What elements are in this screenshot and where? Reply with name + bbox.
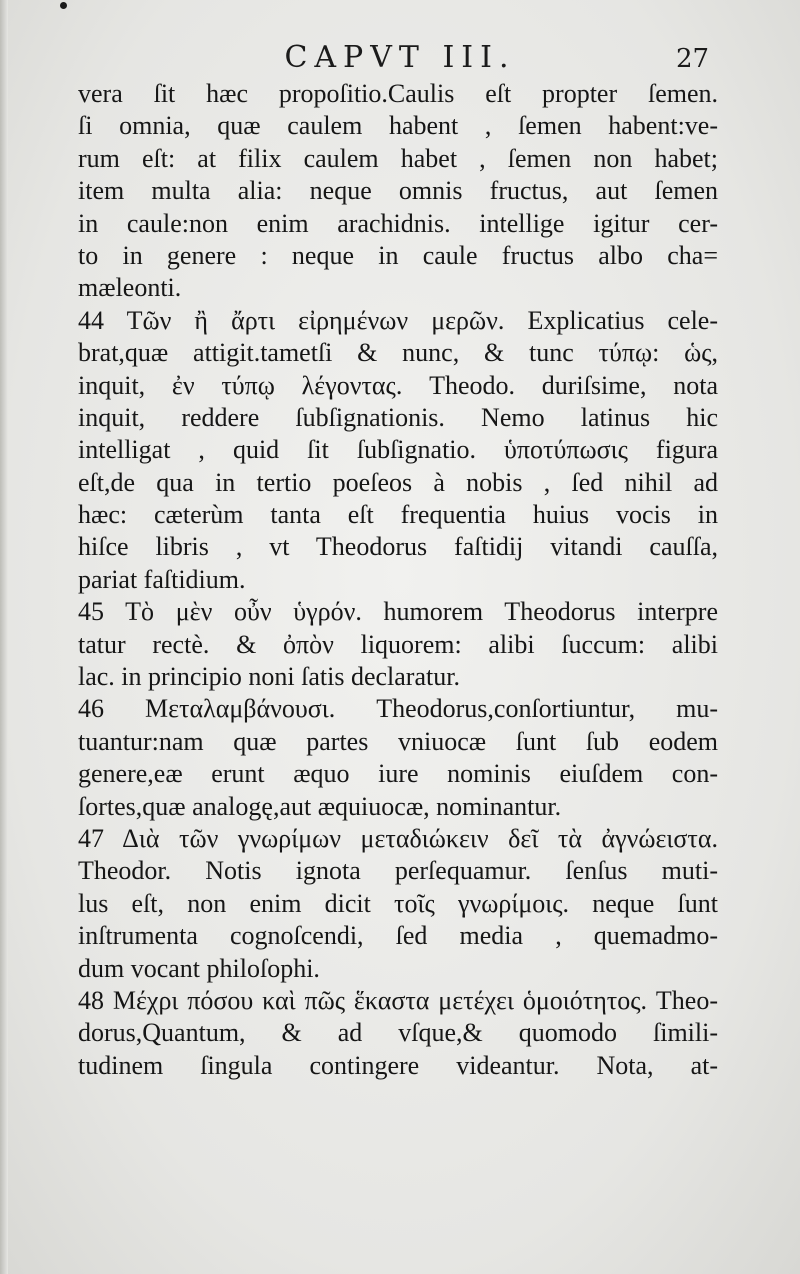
running-title: CAPVT III.: [284, 40, 516, 75]
text-line: in caule:non enim arachidnis. intellige igitur cer-: [78, 208, 718, 238]
text-line: inquit, ἐν τύπῳ λέγοντας. Theodo. duriſsime, nota: [78, 370, 718, 400]
text-line: eſt,de qua in tertio poeſeos à nobis , ſed nihil ad: [78, 467, 718, 497]
text-line: mæleonti.: [78, 273, 182, 303]
text-line: 45 Τὸ μὲν οὖν ὑγρόν. humorem Theodorus interpre: [78, 597, 718, 627]
text-line: ſortes,quæ analogę,aut æquiuocæ, nominantur.: [78, 791, 562, 821]
text-line: brat,quæ attigit.tametſi & nunc, & tunc τύπῳ: ὡς,: [78, 338, 718, 368]
text-line: lus eſt, non enim dicit τοῖς γνωρίμοις. neque ſunt: [78, 888, 718, 918]
text-line: pariat faſtidium.: [78, 564, 246, 594]
text-line: lac. in principio noni ſatis declaratur.: [78, 662, 460, 692]
text-line: to in genere : neque in caule fructus albo cha=: [78, 240, 718, 270]
text-line: tatur rectè. & ὀπὸν liquorem: alibi ſuccum: alibi: [78, 629, 718, 659]
text-line: tuantur:nam quæ partes vniuocæ ſunt ſub eodem: [78, 726, 718, 756]
text-line: tudinem ſingula contingere videantur. Nota, at-: [78, 1050, 718, 1080]
text-line: vera ſit hæc propoſitio.Caulis eſt propter ſemen.: [78, 79, 718, 108]
ink-spot: [60, 2, 67, 9]
text-line: ſi omnia, quæ caulem habent , ſemen habent:ve-: [78, 111, 718, 141]
text-line: dum vocant philoſophi.: [78, 953, 320, 983]
text-line: 48 Μέχρι πόσου καὶ πῶς ἕκαστα μετέχει ὁμοιότητος. Theo-: [78, 985, 718, 1015]
text-line: genere,eæ erunt æquo iure nominis eiuſdem con-: [78, 759, 718, 789]
page-header: [0, 40, 800, 80]
text-line: 46 Μεταλαμβάνουσι. Theodorus,conſortiuntur, mu-: [78, 694, 718, 724]
text-line: rum eſt: at filix caulem habet , ſemen non habet;: [78, 143, 718, 173]
text-line: inſtrumenta cognoſcendi, ſed media , quemadmo-: [78, 921, 718, 951]
text-line: hæc: cæterùm tanta eſt frequentia huius vocis in: [78, 500, 718, 530]
text-line: item multa alia: neque omnis fructus, aut ſemen: [78, 176, 718, 206]
page-edge-shadow: [0, 0, 8, 1274]
text-line: dorus,Quantum, & ad vſque,& quomodo ſimili-: [78, 1018, 718, 1048]
text-line: inquit, reddere ſubſignationis. Nemo latinus hic: [78, 402, 718, 432]
text-line: Theodor. Notis ignota perſequamur. ſenſus muti-: [78, 856, 718, 886]
text-line: 47 Διὰ τῶν γνωρίμων μεταδιώκειν δεῖ τὰ ἀγνώειστα.: [78, 823, 718, 853]
text-line: 44 Τῶν ἢ ἄρτι εἰρημένων μερῶν. Explicatius cele-: [78, 305, 718, 335]
text-line: hiſce libris , vt Theodorus faſtidij vitandi cauſſa,: [78, 532, 718, 562]
page-number: 27: [676, 44, 710, 74]
body-text: [78, 78, 718, 1082]
text-line: intelligat , quid ſit ſubſignatio. ὑποτύπωσις figura: [78, 435, 718, 465]
